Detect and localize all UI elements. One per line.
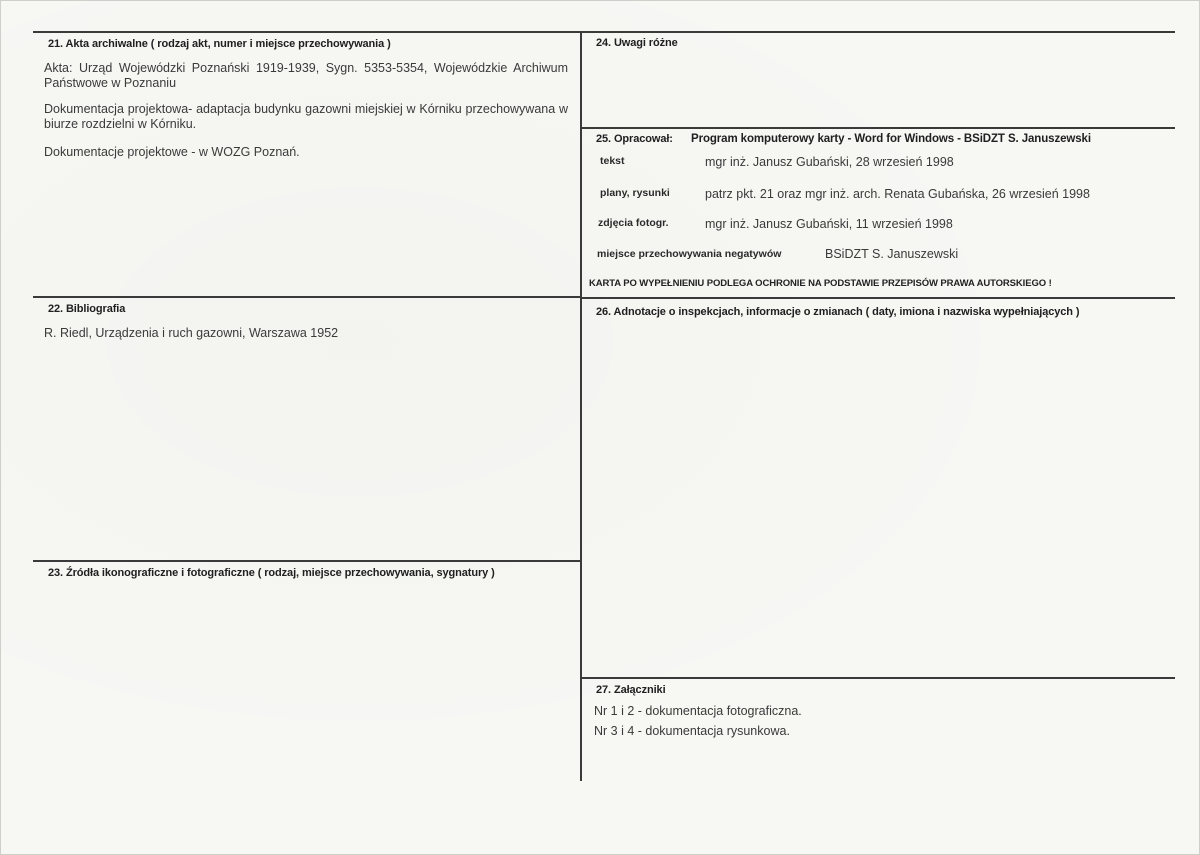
rule-right-27 [580, 677, 1175, 679]
section-25-program: Program komputerowy karty - Word for Windows - BSiDZT S. Januszewski [691, 133, 1091, 145]
rule-right-25 [580, 127, 1175, 129]
section-21-para-1: Akta: Urząd Wojewódzki Poznański 1919-1939, Sygn. 5353-5354, Wojewódzkie Archiwum Państwowe w Poznaniu [44, 61, 568, 90]
section-24-heading: 24. Uwagi różne [596, 37, 678, 49]
miejsce-negatywow-label: miejsce przechowywania negatywów [597, 248, 782, 260]
attachment-item-2: Nr 3 i 4 - dokumentacja rysunkowa. [594, 724, 790, 738]
section-25-label: 25. Opracował: [596, 133, 673, 145]
rule-left-22 [33, 296, 580, 298]
zdjecia-fotogr-value: mgr inż. Janusz Gubański, 11 wrzesień 1998 [705, 217, 953, 231]
rule-left-23 [33, 560, 580, 562]
section-21-para-2: Dokumentacja projektowa- adaptacja budynku gazowni miejskiej w Kórniku przechowywana w biurze rozdzielni w Kórniku. [44, 102, 568, 131]
section-21-para-3: Dokumentacje projektowe - w WOZG Poznań. [44, 145, 300, 159]
section-27-heading: 27. Załączniki [596, 684, 666, 696]
miejsce-negatywow-value: BSiDZT S. Januszewski [825, 247, 959, 261]
section-22-heading: 22. Bibliografia [48, 303, 126, 315]
copyright-notice: KARTA PO WYPEŁNIENIU PODLEGA OCHRONIE NA PODSTAWIE PRZEPISÓW PRAWA AUTORSKIEGO ! [589, 278, 1052, 289]
zdjecia-fotogr-label: zdjęcia fotogr. [598, 217, 669, 229]
top-rule [33, 31, 1175, 33]
section-26-heading: 26. Adnotacje o inspekcjach, informacje o zmianach ( daty, imiona i nazwiska wypełniających ) [596, 306, 1080, 318]
center-divider [580, 31, 582, 781]
tekst-value: mgr inż. Janusz Gubański, 28 wrzesień 1998 [705, 155, 954, 169]
rule-right-26 [580, 297, 1175, 299]
tekst-label: tekst [600, 155, 625, 167]
section-21-heading: 21. Akta archiwalne ( rodzaj akt, numer i miejsce przechowywania ) [48, 38, 391, 50]
section-22-line-1: R. Riedl, Urządzenia i ruch gazowni, Warszawa 1952 [44, 326, 339, 340]
section-23-heading: 23. Źródła ikonograficzne i fotograficzne ( rodzaj, miejsce przechowywania, sygnatury ) [48, 567, 495, 579]
plany-rysunki-label: plany, rysunki [600, 187, 670, 199]
plany-rysunki-value: patrz pkt. 21 oraz mgr inż. arch. Renata Gubańska, 26 wrzesień 1998 [705, 187, 1090, 201]
attachment-item-1: Nr 1 i 2 - dokumentacja fotograficzna. [594, 704, 802, 718]
